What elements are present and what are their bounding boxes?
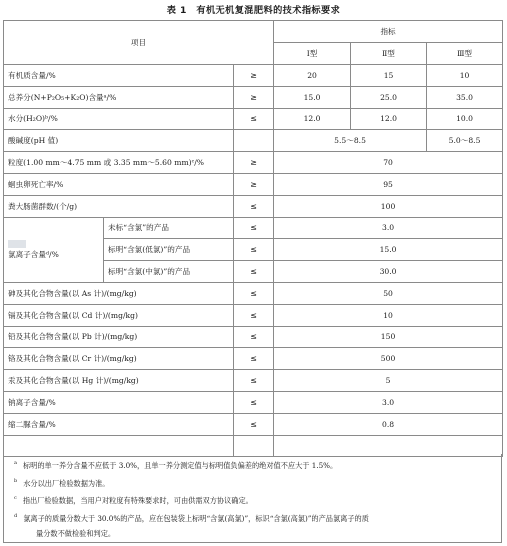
row-operator: ≤ (234, 261, 274, 283)
row-label: 酸碱度(pH 值) (4, 130, 234, 152)
footnote: $^b$ 水分以出厂检验数据为准。 (14, 477, 110, 488)
row-label: 镉及其化合物含量(以 Cd 计)/(mg/kg) (4, 304, 234, 326)
table-footnotes (3, 454, 502, 543)
header-type-1: Ⅰ型 (274, 43, 351, 65)
row-label: 水分(H₂O)ᵇ/% (4, 108, 234, 130)
row-operator: ≤ (234, 348, 274, 370)
cell-value: 10 (274, 304, 503, 326)
cell-value: 5 (274, 370, 503, 392)
row-operator: ≤ (234, 195, 274, 217)
row-operator: ≤ (234, 304, 274, 326)
row-label: 砷及其化合物含量(以 As 计)/(mg/kg) (4, 282, 234, 304)
row-operator: ≤ (234, 239, 274, 261)
row-operator: ≤ (234, 370, 274, 392)
cell-value: 30.0 (274, 261, 503, 283)
cell-value: 10 (427, 65, 503, 87)
chloride-label: 氯离子含量ᵈ/% (4, 217, 104, 282)
cell-value: 10.0 (427, 108, 503, 130)
chloride-sub-label: 标明“含氯(中氯)”的产品 (104, 261, 234, 283)
spec-table (3, 20, 503, 457)
row-operator: ≤ (234, 108, 274, 130)
row-label: 蛔虫卵死亡率/% (4, 173, 234, 195)
cell-value: 5.0～8.5 (427, 130, 503, 152)
row-label: 铅及其化合物含量(以 Pb 计)/(mg/kg) (4, 326, 234, 348)
cell-value: 3.0 (274, 217, 503, 239)
row-operator: ≥ (234, 86, 274, 108)
cell-value: 500 (274, 348, 503, 370)
cell-value: 100 (274, 195, 503, 217)
cell-value: 3.0 (274, 391, 503, 413)
row-operator: ≤ (234, 282, 274, 304)
cell-value: 15.0 (274, 86, 351, 108)
cell-value: 0.8 (274, 413, 503, 435)
footnote: $^d$ 氯离子的质量分数大于 30.0%的产品，应在包装袋上标明“含氯(高氯)”，标识“含氯(高氯)”的产品氯离子的质 (14, 512, 369, 523)
cell-value: 70 (274, 152, 503, 174)
row-label: 铬及其化合物含量(以 Cr 计)/(mg/kg) (4, 348, 234, 370)
cell-value: 15 (351, 65, 427, 87)
cell-value: 12.0 (351, 108, 427, 130)
row-operator: ≤ (234, 326, 274, 348)
row-label: 总养分(N+P₂O₅+K₂O)含量ᵃ/% (4, 86, 234, 108)
cell-value: 20 (274, 65, 351, 87)
header-indicator: 指标 (274, 21, 503, 43)
row-operator: ≥ (234, 65, 274, 87)
row-operator: ≥ (234, 152, 274, 174)
row-operator: ≤ (234, 217, 274, 239)
cell-value: 25.0 (351, 86, 427, 108)
cell-value: 50 (274, 282, 503, 304)
header-type-3: Ⅲ型 (427, 43, 503, 65)
footnote-continuation: 量分数不做检验和判定。 (36, 529, 116, 539)
cell-value: 15.0 (274, 239, 503, 261)
row-operator: ≤ (234, 413, 274, 435)
cell-value: 35.0 (427, 86, 503, 108)
cell-value: 5.5～8.5 (274, 130, 427, 152)
row-operator (234, 130, 274, 152)
chloride-sub-label: 未标“含氯”的产品 (104, 217, 234, 239)
row-operator: ≥ (234, 173, 274, 195)
cell-value: 95 (274, 173, 503, 195)
footnote: $^c$ 指出厂检验数据，当用户对粒度有特殊要求时，可由供需双方协议确定。 (14, 495, 253, 506)
row-label: 汞及其化合物含量(以 Hg 计)/(mg/kg) (4, 370, 234, 392)
table-title: 表 1 有机无机复混肥料的技术指标要求 (166, 5, 341, 16)
row-label: 钠离子含量/% (4, 391, 234, 413)
header-type-2: Ⅱ型 (351, 43, 427, 65)
scan-smudge (8, 240, 26, 248)
header-item: 项目 (4, 21, 274, 65)
cell-value: 12.0 (274, 108, 351, 130)
row-label: 有机质含量/% (4, 65, 234, 87)
row-label: 粪大肠菌群数/(个/g) (4, 195, 234, 217)
cell-value: 150 (274, 326, 503, 348)
row-label: 粒度(1.00 mm～4.75 mm 或 3.35 mm～5.60 mm)ᶜ/% (4, 152, 234, 174)
footnote: $^a$ 标明的单一养分含量不应低于 3.0%，且单一养分测定值与标明值负偏差的绝对值不应大于 1.5%。 (14, 460, 338, 470)
chloride-sub-label: 标明“含氯(低氯)”的产品 (104, 239, 234, 261)
row-label: 缩二脲含量/% (4, 413, 234, 435)
row-operator: ≤ (234, 391, 274, 413)
